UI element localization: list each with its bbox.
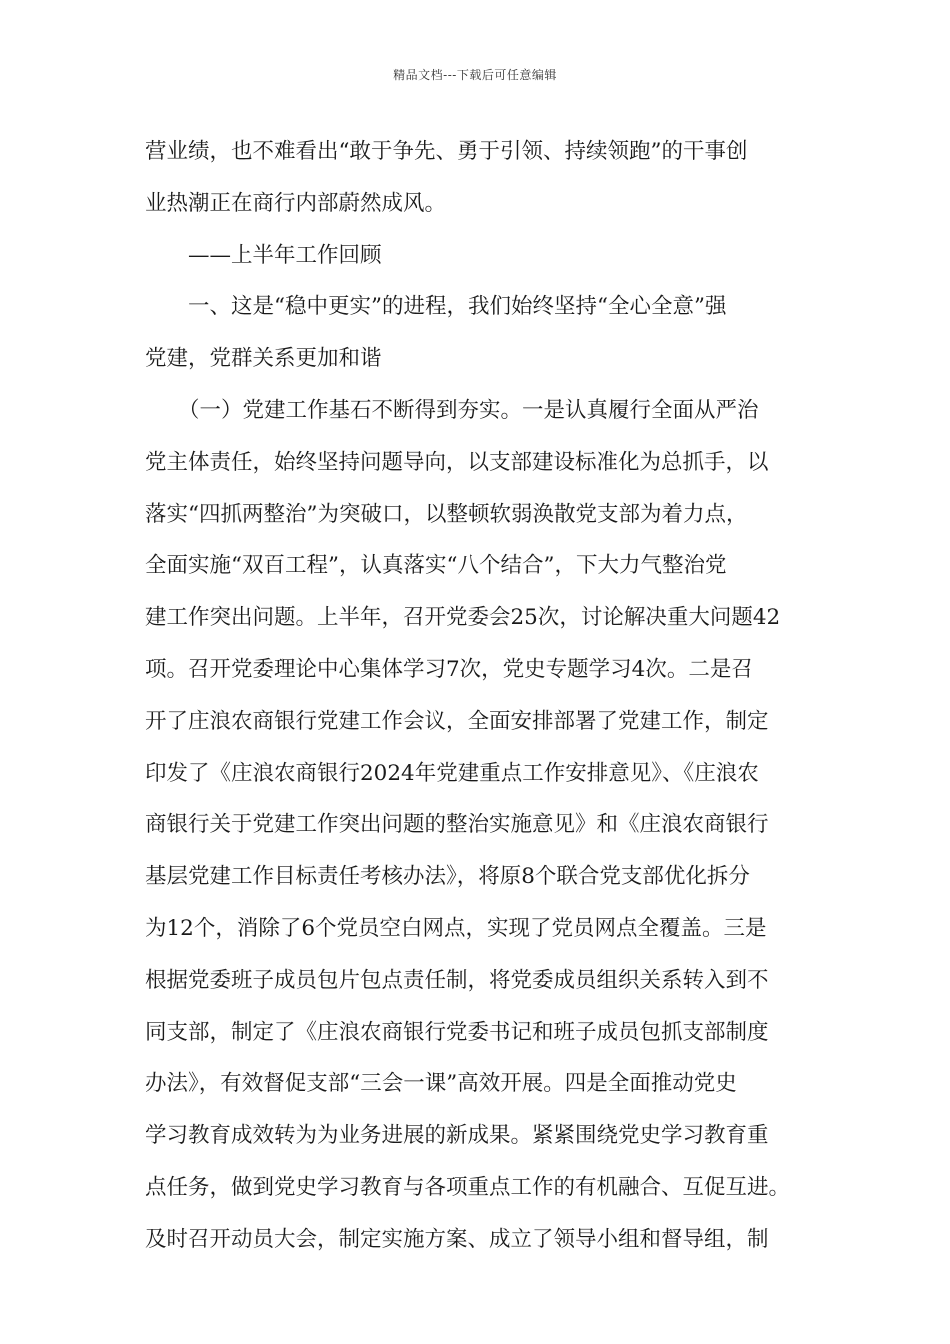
text-line: 营业绩，也不难看出“敢于争先、勇于引领、持续领跑”的干事创 xyxy=(145,139,748,164)
heading-line: 一、这是“稳中更实”的进程，我们始终坚持“全心全意”强 xyxy=(188,294,727,320)
text-line: 办法》，有效督促支部“三会一课”高效开展。四是全面推动党史 xyxy=(145,1071,737,1097)
text-line: 同支部，制定了《庄浪农商银行党委书记和班子成员包抓支部制度 xyxy=(145,1019,769,1045)
text-line: 党主体责任，始终坚持问题导向，以支部建设标准化为总抓手，以 xyxy=(145,449,769,475)
text-line: 根据党委班子成员包片包点责任制，将党委成员组织关系转入到不 xyxy=(145,967,769,993)
heading-line: 党建，党群关系更加和谐 xyxy=(145,346,382,372)
text-line: 为12个，消除了6个党员空白网点，实现了党员网点全覆盖。三是 xyxy=(145,915,767,941)
text-line: 基层党建工作目标责任考核办法》，将原8个联合党支部优化拆分 xyxy=(145,864,750,890)
text-line: 点任务，做到党史学习教育与各项重点工作的有机融合、互促互进。 xyxy=(145,1174,791,1200)
text-line: 项。召开党委理论中心集体学习7次，党史专题学习4次。二是召 xyxy=(145,656,753,682)
text-line: 落实“四抓两整治”为突破口，以整顿软弱涣散党支部为着力点， xyxy=(145,501,748,527)
text-line: 建工作突出问题。上半年，召开党委会25次，讨论解决重大问题42 xyxy=(145,605,781,631)
text-line: 全面实施“双百工程”，认真落实“八个结合”，下大力气整治党 xyxy=(145,553,727,579)
page-header: 精品文档---下载后可任意编辑 xyxy=(393,68,557,82)
paragraph-start: （一）党建工作基石不断得到夯实。一是认真履行全面从严治 xyxy=(178,397,759,423)
text-line: 印发了《庄浪农商银行2024年党建重点工作安排意见》、《庄浪农 xyxy=(145,760,759,786)
text-line: 学习教育成效转为为业务进展的新成果。紧紧围绕党史学习教育重 xyxy=(145,1123,769,1149)
text-line: 商银行关于党建工作突出问题的整治实施意见》和《庄浪农商银行 xyxy=(145,812,769,838)
text-line: 业热潮正在商行内部蔚然成风。 xyxy=(145,190,447,216)
section-title: ——上半年工作回顾 xyxy=(188,242,382,268)
text-line: 开了庄浪农商银行党建工作会议，全面安排部署了党建工作，制定 xyxy=(145,708,769,734)
text-line: 及时召开动员大会，制定实施方案、成立了领导小组和督导组，制 xyxy=(145,1226,769,1252)
document-body xyxy=(145,126,820,1266)
